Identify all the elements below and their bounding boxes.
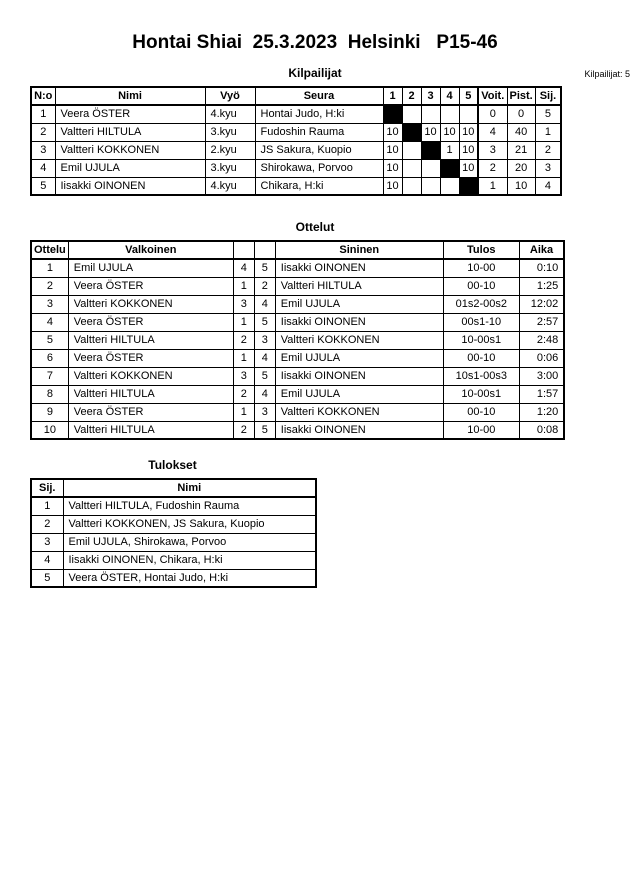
match-no: 4 [31, 313, 68, 331]
crosstable-col-5-header: 5 [459, 87, 478, 105]
competitor-row [31, 159, 561, 177]
competitor-points: 10 [507, 177, 535, 195]
blue-number-header [254, 241, 275, 259]
match-result: 00-10 [443, 403, 519, 421]
match-row [31, 367, 564, 385]
result-row [31, 569, 316, 587]
match-result: 00-10 [443, 277, 519, 295]
match-no: 7 [31, 367, 68, 385]
crosstable-cell: 10 [459, 159, 478, 177]
competitor-club: Shirokawa, Porvoo [255, 159, 383, 177]
crosstable-cell: 10 [459, 123, 478, 141]
match-white-name: Valtteri KOKKONEN [68, 367, 233, 385]
competitor-place: 2 [535, 141, 561, 159]
competitor-club: JS Sakura, Kuopio [255, 141, 383, 159]
match-result: 10-00s1 [443, 385, 519, 403]
match-white-name: Veera ÖSTER [68, 313, 233, 331]
competitor-row [31, 123, 561, 141]
match-time: 12:02 [519, 295, 564, 313]
match-blue-name: Emil UJULA [275, 349, 443, 367]
results-section-header [30, 458, 315, 474]
competitor-no: 2 [31, 123, 55, 141]
result-row [31, 551, 316, 569]
match-white-no: 1 [233, 349, 254, 367]
result-place: 3 [31, 533, 63, 551]
match-time: 1:57 [519, 385, 564, 403]
match-white-name: Valtteri HILTULA [68, 385, 233, 403]
match-no: 8 [31, 385, 68, 403]
match-white-no: 1 [233, 277, 254, 295]
match-time: 1:25 [519, 277, 564, 295]
crosstable-cell: 10 [383, 123, 402, 141]
competitor-place: 3 [535, 159, 561, 177]
match-blue-name: Valtteri KOKKONEN [275, 331, 443, 349]
match-blue-no: 5 [254, 367, 275, 385]
crosstable-cell [421, 105, 440, 123]
match-row [31, 295, 564, 313]
match-row [31, 277, 564, 295]
match-time: 0:08 [519, 421, 564, 439]
white-number-header [233, 241, 254, 259]
competitor-place: 5 [535, 105, 561, 123]
match-blue-name: Valtteri HILTULA [275, 277, 443, 295]
result-row [31, 533, 316, 551]
match-no-header: Ottelu [31, 241, 68, 259]
match-time: 1:20 [519, 403, 564, 421]
match-result: 01s2-00s2 [443, 295, 519, 313]
competitor-belt: 4.kyu [205, 177, 255, 195]
match-white-no: 2 [233, 421, 254, 439]
competitors-section-title: Kilpailijat [288, 66, 342, 80]
competitor-no: 3 [31, 141, 55, 159]
match-no: 2 [31, 277, 68, 295]
competitor-wins: 3 [478, 141, 507, 159]
match-blue-no: 2 [254, 277, 275, 295]
result-row [31, 515, 316, 533]
match-result: 10-00 [443, 259, 519, 277]
crosstable-cell [402, 141, 421, 159]
results-section-title: Tulokset [148, 458, 197, 472]
match-white-name: Valtteri HILTULA [68, 331, 233, 349]
competitor-place: 4 [535, 177, 561, 195]
crosstable-cell [440, 105, 459, 123]
competitor-points: 0 [507, 105, 535, 123]
match-blue-no: 4 [254, 295, 275, 313]
competitors-count-label: Kilpailijat: 5 [584, 69, 630, 79]
result-place-header: Sij. [31, 479, 63, 497]
crosstable-cell: 10 [459, 141, 478, 159]
competitor-points: 21 [507, 141, 535, 159]
match-time: 0:06 [519, 349, 564, 367]
points-header: Pist. [507, 87, 535, 105]
match-no: 9 [31, 403, 68, 421]
results-header-row [31, 479, 316, 497]
competitor-wins: 4 [478, 123, 507, 141]
match-blue-no: 5 [254, 259, 275, 277]
match-time: 2:57 [519, 313, 564, 331]
crosstable-cell [459, 105, 478, 123]
crosstable-diagonal-cell [402, 123, 421, 141]
result-place: 5 [31, 569, 63, 587]
crosstable-cell: 10 [440, 123, 459, 141]
match-row [31, 313, 564, 331]
competitor-club: Chikara, H:ki [255, 177, 383, 195]
crosstable-cell: 10 [383, 141, 402, 159]
crosstable-cell [440, 177, 459, 195]
matches-header-row [31, 241, 564, 259]
result-place: 2 [31, 515, 63, 533]
match-white-name: Emil UJULA [68, 259, 233, 277]
crosstable-cell: 10 [383, 159, 402, 177]
match-no: 10 [31, 421, 68, 439]
competitor-no: 5 [31, 177, 55, 195]
result-header: Tulos [443, 241, 519, 259]
match-row [31, 349, 564, 367]
competitor-no-header: N:o [31, 87, 55, 105]
wins-header: Voit. [478, 87, 507, 105]
competitor-points: 40 [507, 123, 535, 141]
match-blue-name: Iisakki OINONEN [275, 367, 443, 385]
crosstable-diagonal-cell [459, 177, 478, 195]
matches-table [30, 240, 565, 440]
matches-section-title: Ottelut [295, 220, 335, 234]
match-no: 6 [31, 349, 68, 367]
match-blue-name: Iisakki OINONEN [275, 259, 443, 277]
competitor-wins: 0 [478, 105, 507, 123]
match-blue-no: 4 [254, 385, 275, 403]
competitor-belt: 4.kyu [205, 105, 255, 123]
competitor-name: Valtteri KOKKONEN [55, 141, 205, 159]
crosstable-diagonal-cell [421, 141, 440, 159]
match-blue-name: Valtteri KOKKONEN [275, 403, 443, 421]
match-blue-no: 4 [254, 349, 275, 367]
crosstable-col-4-header: 4 [440, 87, 459, 105]
crosstable-cell [402, 177, 421, 195]
competitor-points: 20 [507, 159, 535, 177]
matches-section-header [30, 220, 600, 236]
blue-header: Sininen [275, 241, 443, 259]
match-row [31, 331, 564, 349]
competitor-name: Veera ÖSTER [55, 105, 205, 123]
time-header: Aika [519, 241, 564, 259]
match-blue-no: 5 [254, 313, 275, 331]
match-blue-no: 3 [254, 403, 275, 421]
competitor-club-header: Seura [255, 87, 383, 105]
crosstable-cell: 1 [440, 141, 459, 159]
place-header: Sij. [535, 87, 561, 105]
crosstable-cell [402, 105, 421, 123]
match-row [31, 403, 564, 421]
competitor-place: 1 [535, 123, 561, 141]
match-blue-name: Iisakki OINONEN [275, 313, 443, 331]
page-title: Hontai Shiai 25.3.2023 Helsinki P15-46 [132, 32, 498, 53]
competitor-wins: 1 [478, 177, 507, 195]
result-name: Emil UJULA, Shirokawa, Porvoo [63, 533, 316, 551]
competitor-belt: 3.kyu [205, 159, 255, 177]
match-row [31, 421, 564, 439]
match-time: 0:10 [519, 259, 564, 277]
crosstable-col-1-header: 1 [383, 87, 402, 105]
competitor-name: Iisakki OINONEN [55, 177, 205, 195]
match-white-no: 4 [233, 259, 254, 277]
competitor-no: 1 [31, 105, 55, 123]
competitor-belt: 2.kyu [205, 141, 255, 159]
match-white-no: 2 [233, 331, 254, 349]
competitor-row [31, 105, 561, 123]
match-blue-no: 3 [254, 331, 275, 349]
match-blue-name: Emil UJULA [275, 385, 443, 403]
result-row [31, 497, 316, 515]
match-white-no: 1 [233, 403, 254, 421]
match-white-name: Veera ÖSTER [68, 349, 233, 367]
match-blue-name: Iisakki OINONEN [275, 421, 443, 439]
match-time: 2:48 [519, 331, 564, 349]
match-row [31, 259, 564, 277]
result-name: Veera ÖSTER, Hontai Judo, H:ki [63, 569, 316, 587]
competitors-section-header [30, 66, 630, 82]
crosstable-diagonal-cell [383, 105, 402, 123]
crosstable-cell [402, 159, 421, 177]
crosstable-cell: 10 [421, 123, 440, 141]
competitor-row [31, 177, 561, 195]
results-table [30, 478, 317, 588]
match-no: 5 [31, 331, 68, 349]
result-name-header: Nimi [63, 479, 316, 497]
competitor-name-header: Nimi [55, 87, 205, 105]
competitor-belt-header: Vyö [205, 87, 255, 105]
match-blue-no: 5 [254, 421, 275, 439]
result-name: Valtteri HILTULA, Fudoshin Rauma [63, 497, 316, 515]
match-blue-name: Emil UJULA [275, 295, 443, 313]
result-place: 4 [31, 551, 63, 569]
match-time: 3:00 [519, 367, 564, 385]
match-no: 3 [31, 295, 68, 313]
match-white-name: Valtteri HILTULA [68, 421, 233, 439]
result-name: Valtteri KOKKONEN, JS Sakura, Kuopio [63, 515, 316, 533]
competitor-wins: 2 [478, 159, 507, 177]
match-result: 10s1-00s3 [443, 367, 519, 385]
competitors-table [30, 86, 562, 196]
competitor-belt: 3.kyu [205, 123, 255, 141]
crosstable-col-2-header: 2 [402, 87, 421, 105]
competitor-club: Fudoshin Rauma [255, 123, 383, 141]
result-place: 1 [31, 497, 63, 515]
crosstable-cell [421, 159, 440, 177]
match-result: 00s1-10 [443, 313, 519, 331]
match-white-name: Valtteri KOKKONEN [68, 295, 233, 313]
competitors-header-row [31, 87, 561, 105]
match-white-no: 2 [233, 385, 254, 403]
match-white-no: 3 [233, 295, 254, 313]
crosstable-cell: 10 [383, 177, 402, 195]
match-result: 10-00s1 [443, 331, 519, 349]
match-white-name: Veera ÖSTER [68, 403, 233, 421]
crosstable-diagonal-cell [440, 159, 459, 177]
match-row [31, 385, 564, 403]
competitor-name: Valtteri HILTULA [55, 123, 205, 141]
crosstable-col-3-header: 3 [421, 87, 440, 105]
match-no: 1 [31, 259, 68, 277]
crosstable-cell [421, 177, 440, 195]
competitor-no: 4 [31, 159, 55, 177]
match-white-no: 3 [233, 367, 254, 385]
match-white-name: Veera ÖSTER [68, 277, 233, 295]
white-header: Valkoinen [68, 241, 233, 259]
competitor-row [31, 141, 561, 159]
match-result: 10-00 [443, 421, 519, 439]
competitor-club: Hontai Judo, H:ki [255, 105, 383, 123]
competitor-name: Emil UJULA [55, 159, 205, 177]
match-white-no: 1 [233, 313, 254, 331]
result-name: Iisakki OINONEN, Chikara, H:ki [63, 551, 316, 569]
match-result: 00-10 [443, 349, 519, 367]
